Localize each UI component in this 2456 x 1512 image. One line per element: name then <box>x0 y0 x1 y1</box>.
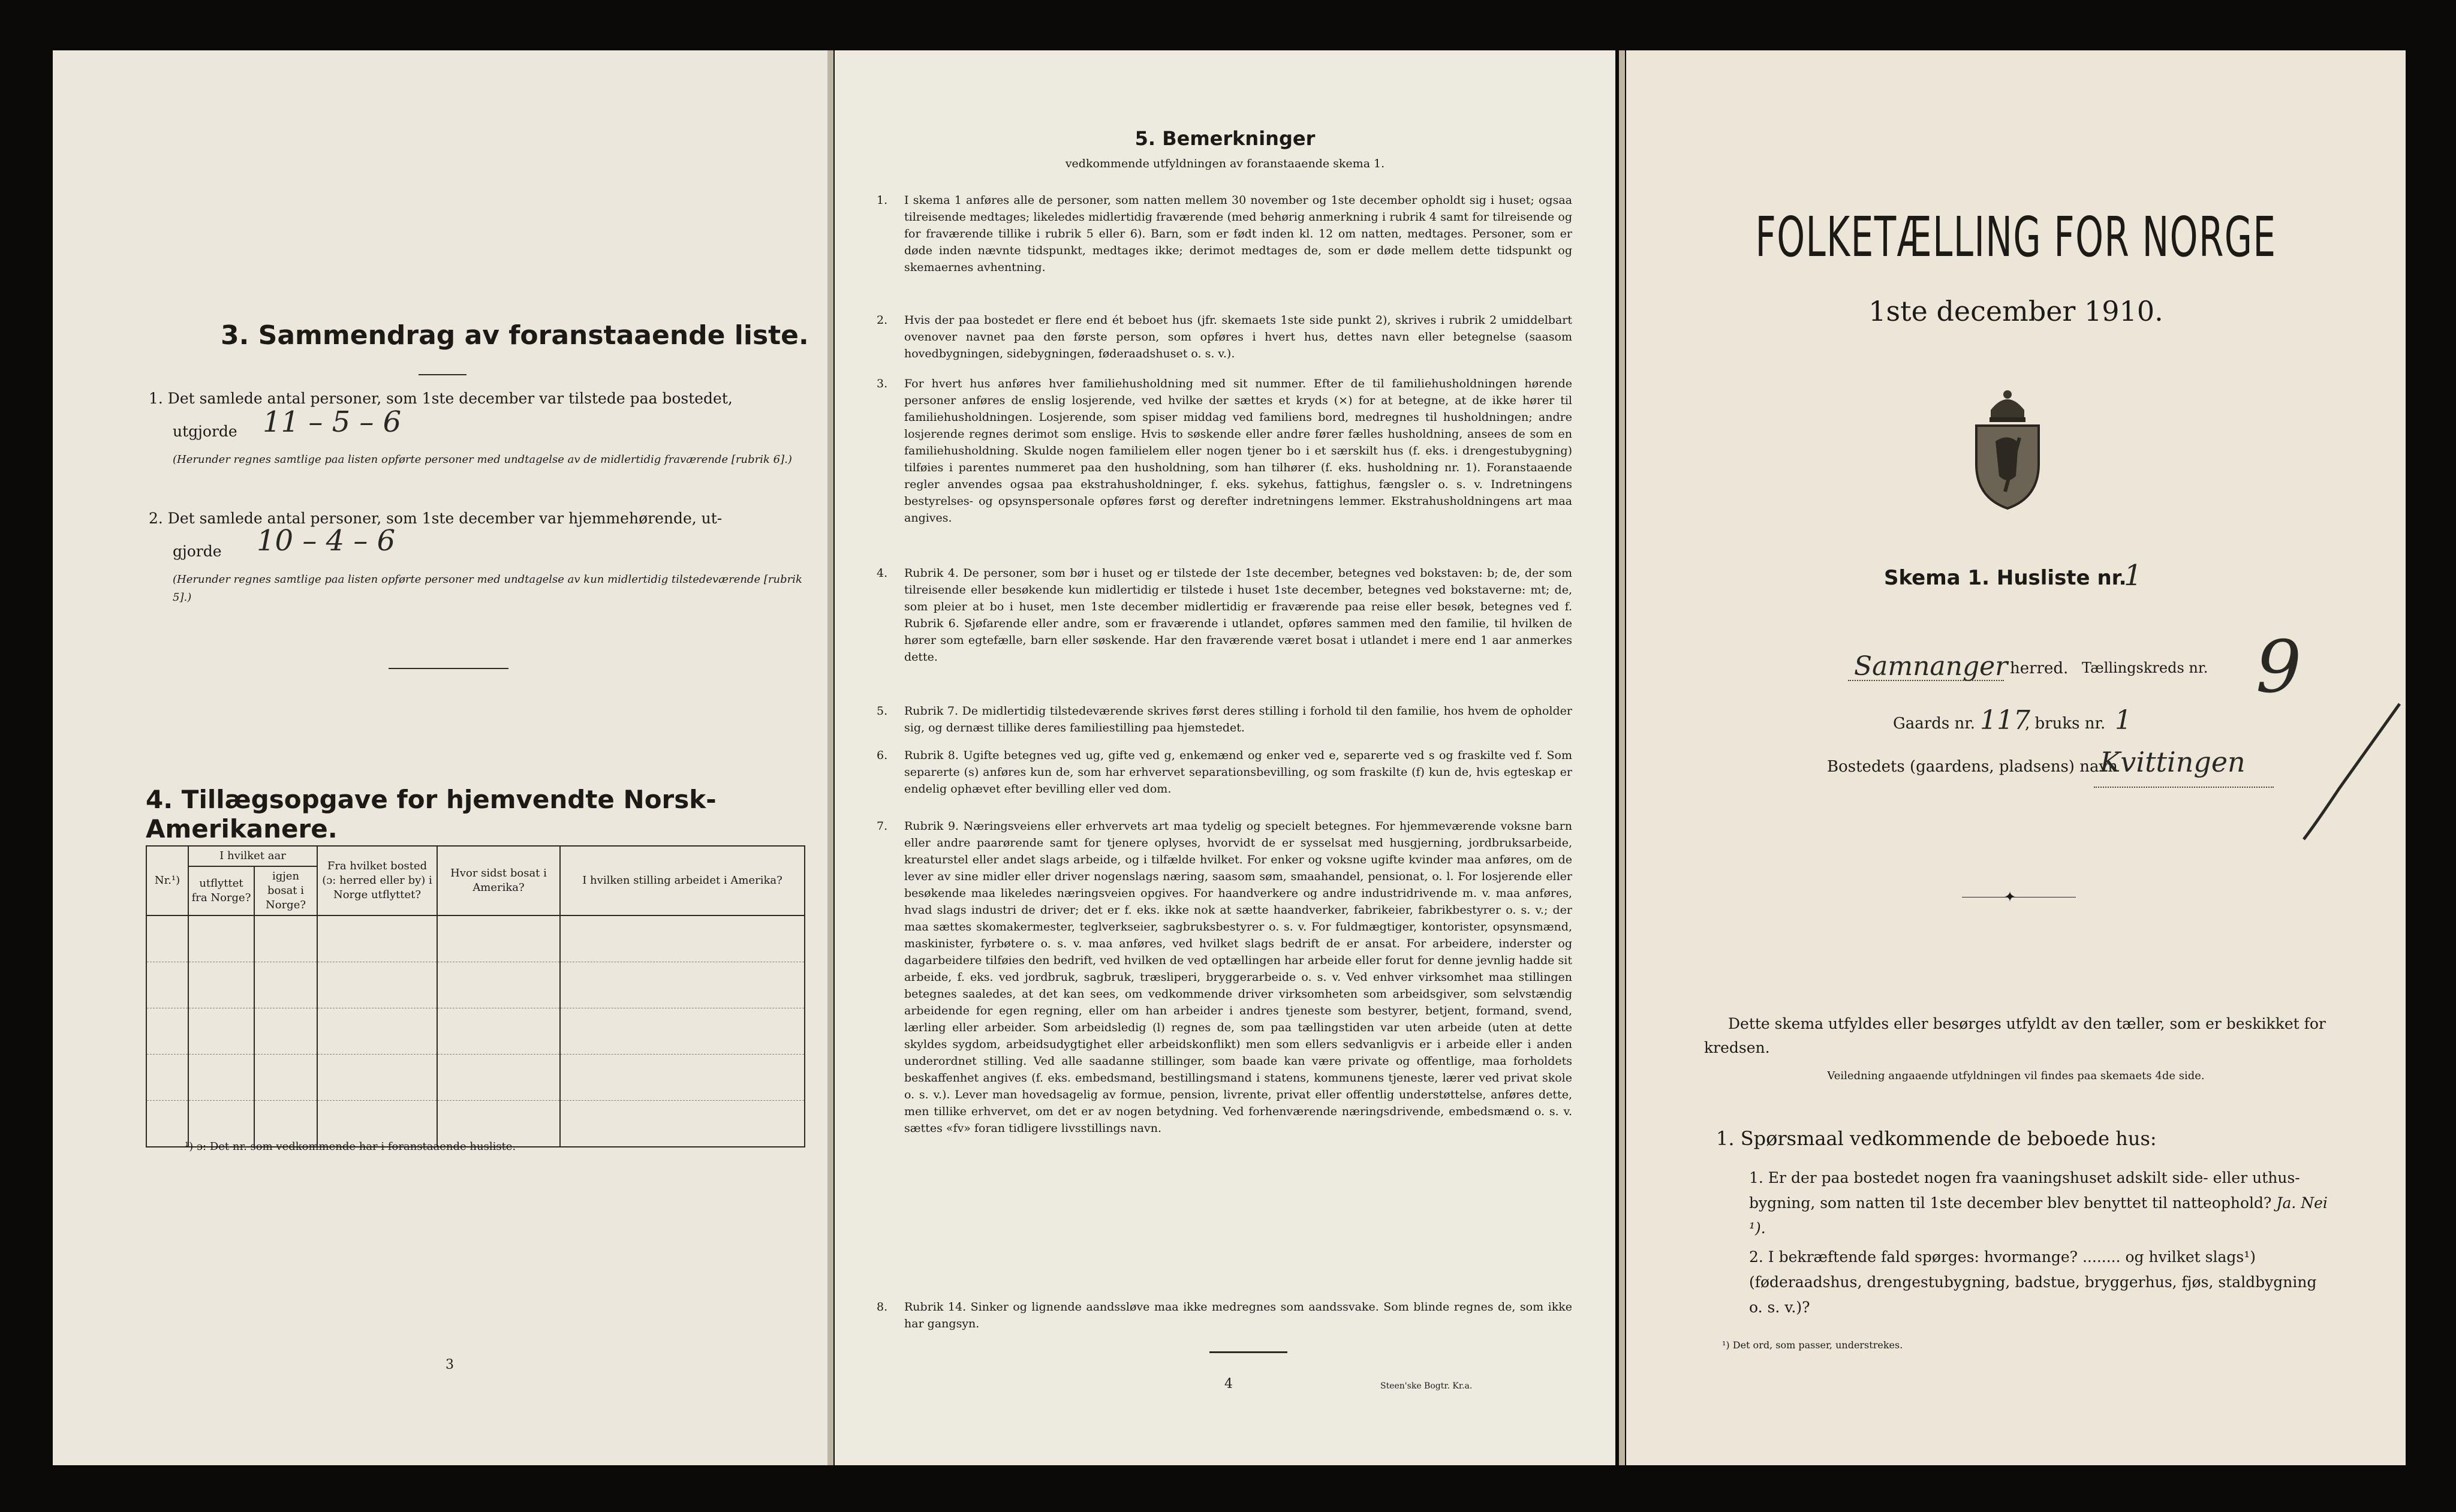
remark-6: 6. Rubrik 8. Ugifte betegnes ved ug, gifte ved g, enkemænd og enker ved e, separerte ved s og fraskilte ved f. Som separerte (s) anføres kun de, som har erhvervet separationsbevilling, og som fraskilte (f) kun de, hvis egteskap er endelig ophævet efter bevilling eller ved dom. <box>877 749 1572 796</box>
page-number: 4 <box>1224 1377 1233 1391</box>
col-utflyttet: utflyttet fra Norge? <box>188 866 254 915</box>
col-stilling: I hvilken stilling arbeidet i Amerika? <box>560 846 805 915</box>
bosted-label: Bostedets (gaardens, pladsens) navn <box>1827 758 2118 776</box>
divider <box>419 374 466 375</box>
ornament-icon: ✦ <box>2004 888 2016 905</box>
question-1: 1. Er der paa bostedet nogen fra vaaningshuset adskilt side- eller uthus-bygning, som natten til 1ste december blev benyttet til natteophold? Ja. Nei ¹). <box>1749 1169 2328 1237</box>
q2-prefix: gjorde <box>173 543 222 560</box>
remark-1: 1. I skema 1 anføres alle de personer, som natten mellem 30 november og 1ste december opholdt sig i huset; ogsaa tilreisende medtages; likeledes midlertidig fraværende (med behørig anmerkning i rubrik 4 samt for tilreisende og for fraværende tillike i rubrik 5 eller 6). Barn, som er født inden kl. 12 om natten, medtages. Personer, som er døde inden nævnte tidspunkt, medtages ikke; derimot medtages de, som er døde mellem dette tidspunkt og skemaernes avhentning. <box>877 194 1572 274</box>
section-4-title: 4. Tillægsopgave for hjemvendte Norsk-Amerikanere. <box>146 785 717 844</box>
table-row <box>146 962 805 1008</box>
census-date: 1ste december 1910. <box>1868 295 2163 327</box>
divider <box>389 668 508 669</box>
q2-handwritten-value: 10 – 4 – 6 <box>257 524 396 558</box>
table-row <box>146 1055 805 1101</box>
dotted-line <box>1848 680 2004 681</box>
footnote: ¹) ɔ: Det nr. som vedkommende har i foranstaaende husliste. <box>185 1140 516 1153</box>
instruction-1: Dette skema utfyldes eller besørges utfyldt av den tæller, som er beskikket for kredsen. <box>1704 1015 2326 1056</box>
coat-of-arms-icon <box>1968 386 2047 512</box>
gaards-value: 117 <box>1980 705 2030 736</box>
norsk-amerikanere-table <box>146 845 805 1147</box>
remark-7: 7. Rubrik 9. Næringsveiens eller erhvervets art maa tydelig og specielt betegnes. For hjemmeværende voksne barn eller andre paarørende samt for tjenere oplyses, hvorvidt de er sysselsat med husgjerning, jordbruksarbeide, kreaturstel eller andet slags arbeide, og i tilfælde hvilket. For enker og voksne ugifte kvinder maa anføres, om de lever av sine midler eller driver nogenslags næring, saasom søm, smaahandel, pensionat, o. l. For losjerende eller besøkende maa likeledes næringsveien opgives. For haandverkere og andre industridrivende m. v. maa anføres, hvad slags industri de driver; det er f. eks. ikke nok at sætte haandverker, fabrikeier, fabrikbestyrer o. s. v.; der maa sættes skomakermester, teglverkseier, sagbruksbestyrer o. s. v. For fuldmægtiger, kontorister, opsynsmænd, maskinister, fyrbøtere o. s. v. maa anføres, ved hvilket slags bedrift de er ansat. For arbeidere, inderster og dagarbeidere tilføies den bedrift, ved hvilken de ved optællingen har arbeide eller forut for denne jevnlig hadde sit arbeide, f. eks. ved jordbruk, sagbruk, træsliperi, bryggerarbeide o. s. v. Ved enhver virksomhet maa stillingen betegnes saaledes, at det kan sees, om vedkommende driver virksomheten som arbeidsgiver, som selvstændig arbeidende for egen regning, eller om han arbeider i andres tjeneste som bestyrer, betjent, formand, svend, lærling eller arbeider. Som arbeidsledig (l) regnes de, som paa tællingstiden var uten arbeide (uten at dette skyldes sygdom, arbeidsudygtighet eller arbeidskonflikt) men som ellers sedvanligvis er i arbeide eller i anden underordnet stilling. Ved alle saadanne stillinger, som baade kan være private og offentlige, maa forholdets beskaffenhet angives (f. eks. embedsmand, bestillingsmand i statens, kommunens tjeneste, lærer ved privat skole o. s. v.). Lever man hovedsagelig av formue, pension, livrente, privat eller offentlig understøttelse, anføres dette, men tillike erhvervet, om det er av nogen betydning. Ved forhenværende næringsdrivende, embedsmænd o. s. v. sættes «fv» foran tidligere livsstillings navn. <box>877 820 1572 1135</box>
q1-prefix: utgjorde <box>173 423 237 440</box>
remarks-title: 5. Bemerkninger <box>1134 127 1316 150</box>
q1-note: (Herunder regnes samtlige paa listen opførte personer med undtagelse av de midlertidig fraværende [rubrik 6].) <box>173 453 792 466</box>
bosted-value: Kvittingen <box>2100 746 2246 778</box>
remark-5: 5. Rubrik 7. De midlertidig tilstedeværende skrives først deres stilling i forhold til den familie, hos hvem de opholder sig, og dernæst tillike deres familiestilling paa hjemstedet. <box>877 704 1572 734</box>
page-4 <box>835 50 1615 1465</box>
dotted-line <box>2094 787 2274 788</box>
remark-3: 3. For hvert hus anføres hver familiehusholdning med sit nummer. Efter de til familiehusholdningen hørende personer anføres de enslig losjerende, ved hvilke der sættes et kryds (×) for at betegne, at de ikke hører til familiehusholdningen. Losjerende, som spiser middag ved familiens bord, medregnes til husholdningen; andre losjerende regnes derimot som enslige. Hvis to søskende eller andre fører fælles husholdning, ansees de som en familiehusholdning. Skulde nogen familielem eller nogen tjener bo i et særskilt hus (f. eks. i drengestubygning) tilføies i parentes nummeret paa den husholdning, som han tilhører (f. eks. husholdning nr. 1). Foranstaaende regler anvendes ogsaa paa ekstrahusholdninger, f. eks. sykehus, fattighus, fængsler o. s. v. Indretningens bestyrelses- og opsynspersonale opføres først og derefter indretningens lemmer. Ekstrahusholdningens art maa angives. <box>877 377 1572 525</box>
q2-text: 2. Det samlede antal personer, som 1ste december var hjemmehørende, ut- <box>149 510 723 527</box>
page-3 <box>53 50 827 1465</box>
remark-8: 8. Rubrik 14. Sinker og lignende aandssløve maa ikke medregnes som aandssvake. Som blinde regnes de, som ikke har gangsyn. <box>877 1300 1572 1330</box>
page-number: 3 <box>446 1357 454 1372</box>
divider <box>1209 1351 1287 1353</box>
printer-mark: Steen'ske Bogtr. Kr.a. <box>1380 1381 1473 1391</box>
herred-value: Samnanger <box>1854 651 2008 682</box>
col-fra: Fra hvilket bosted (ɔ: herred eller by) i Norge utflyttet? <box>317 846 437 915</box>
footnote: ¹) Det ord, som passer, understrekes. <box>1722 1339 1903 1351</box>
page-1 <box>1626 50 2406 1465</box>
question-1-answer: Ja. Nei ¹). <box>1749 1194 2328 1237</box>
remark-4: 4. Rubrik 4. De personer, som bør i huset og er tilstede der 1ste december, betegnes ved bokstaven: b; de, der som tilreisende eller besøkende kun midlertidig er tilstede i huset 1ste december, betegnes ved bokstaverne: mt; de, som pleier at bo i huset, men 1ste december midlertidig er fraværende paa reise eller besøk, betegnes ved f. Rubrik 6. Sjøfarende eller andre, som er fraværende i utlandet, opføres sammen med den familie, til hvilken de hører som egtefælle, barn eller søskende. Har den fraværende været bosat i utlandet i mere end 1 aar anmerkes dette. <box>877 567 1572 664</box>
skema-label: Skema 1. Husliste nr. <box>1884 566 2127 590</box>
bruks-value: 1 <box>2115 705 2132 736</box>
q1-text: 1. Det samlede antal personer, som 1ste december var tilstede paa bostedet, <box>149 390 733 407</box>
pen-stroke <box>2250 698 2406 842</box>
gaards-label: Gaards nr. <box>1893 715 1976 733</box>
table-row <box>146 915 805 962</box>
col-igjen: igjen bosat i Norge? <box>254 866 317 915</box>
husliste-number: 1 <box>2124 559 2142 592</box>
remarks-subtitle: vedkommende utfyldningen av foranstaaende skema 1. <box>1065 157 1385 170</box>
q1-handwritten-value: 11 – 5 – 6 <box>263 405 402 439</box>
main-title: FOLKETÆLLING FOR NORGE <box>1755 205 2277 269</box>
col-hvor: Hvor sidst bosat i Amerika? <box>437 846 560 915</box>
bruks-label: , bruks nr. <box>2025 715 2106 733</box>
kreds-label: Tællingskreds nr. <box>2082 659 2208 676</box>
question-heading: 1. Spørsmaal vedkommende de beboede hus: <box>1716 1127 2157 1150</box>
section-3-title: 3. Sammendrag av foranstaaende liste. <box>221 320 809 351</box>
kreds-value: 9 <box>2256 626 2302 709</box>
herred-label: herred. <box>2010 659 2069 677</box>
question-2: 2. I bekræftende fald spørges: hvormange? ........ og hvilket slags¹) (føderaadshus, drengestubygning, badstue, bryggerhus, fjøs, staldbygning o. s. v.)? <box>1749 1248 2317 1316</box>
table-row <box>146 1008 805 1055</box>
fold <box>827 50 833 1465</box>
instruction-2: Veiledning angaaende utfyldningen vil findes paa skemaets 4de side. <box>1827 1070 2205 1082</box>
fold <box>1619 50 1625 1465</box>
q2-note: (Herunder regnes samtlige paa listen opførte personer med undtagelse av kun midlertidig tilstedeværende [rubrik 5].) <box>173 573 802 604</box>
remark-2: 2. Hvis der paa bostedet er flere end ét beboet hus (jfr. skemaets 1ste side punkt 2), skrives i rubrik 2 umiddelbart ovenover navnet paa den første person, som opføres i hvert hus, dettes navn eller betegnelse (saasom hovedbygningen, sidebygningen, føderaadshuset o. s. v.). <box>877 314 1572 360</box>
col-group-aar: I hvilket aar <box>188 846 317 866</box>
col-nr: Nr.¹) <box>146 846 188 915</box>
